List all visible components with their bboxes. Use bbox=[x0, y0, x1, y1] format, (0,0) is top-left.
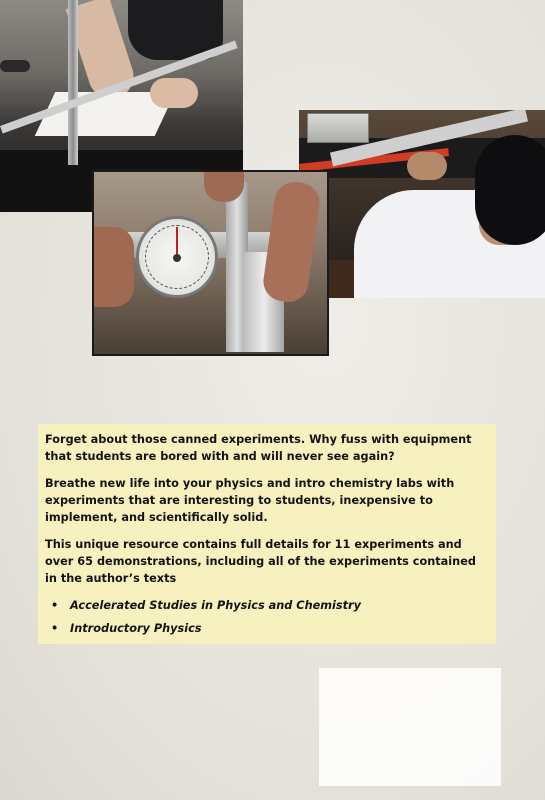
bullet-icon: • bbox=[51, 622, 59, 635]
ring-stand-pole bbox=[68, 0, 78, 165]
description-box bbox=[38, 424, 496, 644]
right-thumb bbox=[261, 179, 322, 304]
dial-hub bbox=[173, 254, 181, 262]
book-title: Accelerated Studies in Physics and Chemistry bbox=[70, 599, 361, 612]
contents-paragraph: This unique resource contains full details for 11 experiments and over 65 demonstrations, including all of the experiments contained in the author’s texts bbox=[45, 538, 476, 585]
list-item bbox=[45, 597, 488, 614]
timer-device bbox=[307, 113, 369, 143]
hand bbox=[150, 78, 198, 108]
dial-caliper-photo bbox=[92, 170, 329, 356]
student-hair bbox=[475, 135, 545, 245]
left-fingers bbox=[94, 227, 134, 307]
student-apparatus-photo bbox=[299, 110, 545, 298]
benefits-paragraph: Breathe new life into your physics and intro chemistry labs with experiments that are interesting to students, inexpensive to implement, and scientifically solid. bbox=[45, 477, 455, 524]
barcode-area bbox=[319, 668, 501, 786]
book-title: Introductory Physics bbox=[70, 622, 202, 635]
bullet-icon: • bbox=[51, 599, 59, 612]
caliper-dial-icon bbox=[136, 216, 218, 298]
book-list bbox=[45, 597, 488, 637]
intro-paragraph: Forget about those canned experiments. Why fuss with equipment that students are bored with and will never see again? bbox=[45, 433, 472, 463]
list-item bbox=[45, 620, 488, 637]
student-hand bbox=[407, 152, 447, 180]
stool bbox=[0, 60, 30, 72]
